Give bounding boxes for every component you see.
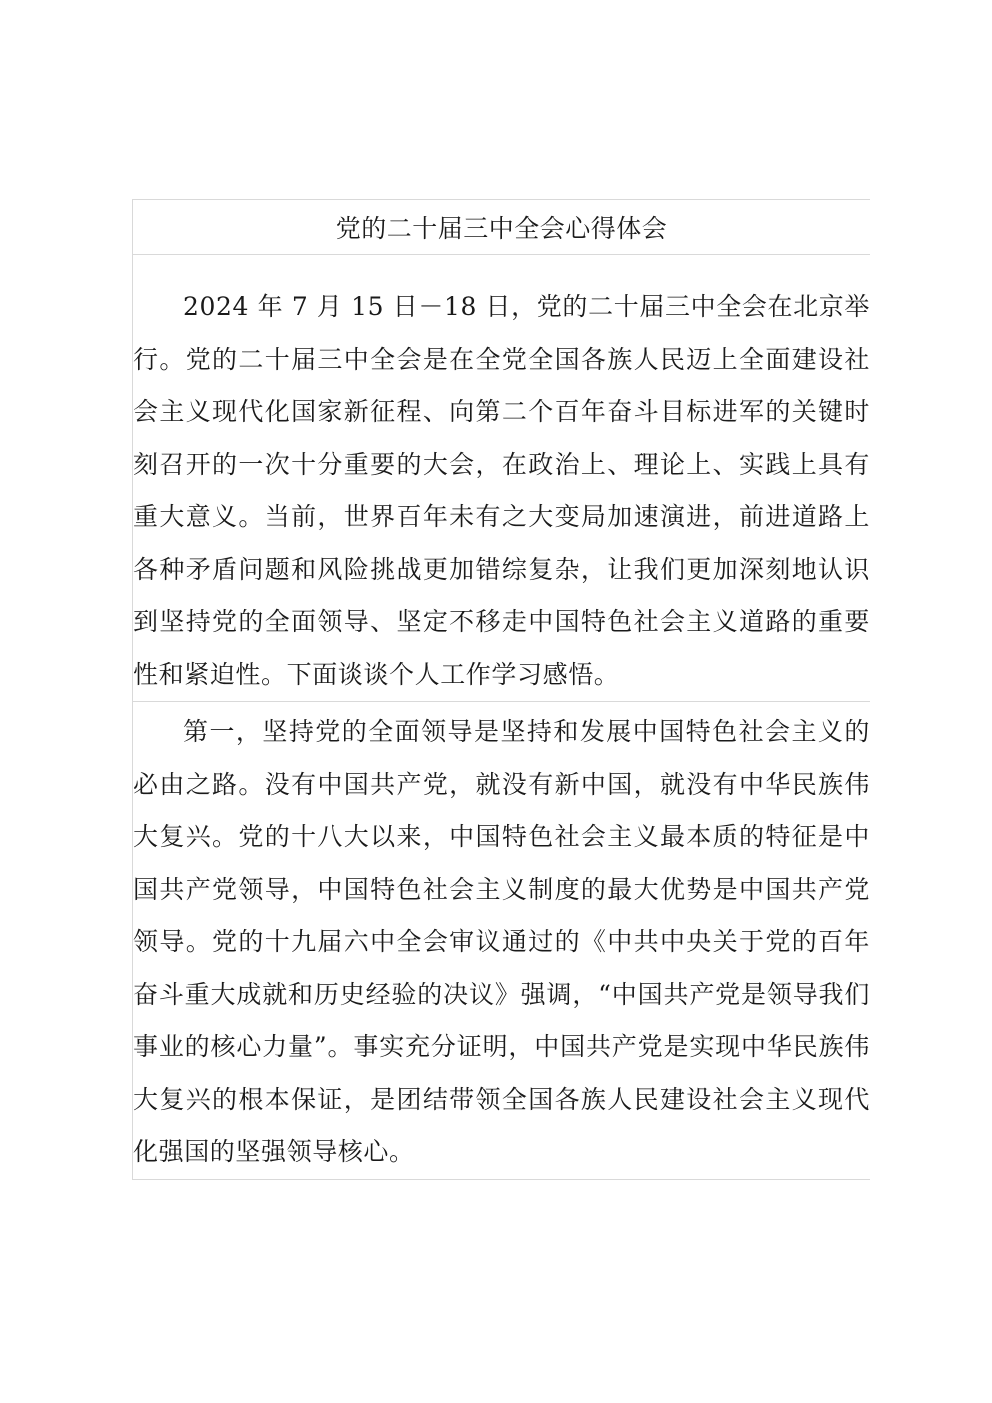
paragraph-first-point: 第一，坚持党的全面领导是坚持和发展中国特色社会主义的必由之路。没有中国共产党，就没有新中国，就没有中华民族伟大复兴。党的十八大以来，中国特色社会主义最本质的特征是中国共产党领导，中国特色社会主义制度的最大优势是中国共产党领导。党的十九届六中全会审议通过的《中共中央关于党的百年奋斗重大成就和历史经验的决议》强调，“中国共产党是领导我们事业的核心力量”。事实充分证明，中国共产党是实现中华民族伟大复兴的根本保证，是团结带领全国各族人民建设社会主义现代化强国的坚强领导核心。 [132, 701, 870, 1179]
document-title: 党的二十届三中全会心得体会 [132, 199, 870, 254]
table-bottom-border [132, 1179, 870, 1180]
document-frame [132, 199, 870, 1180]
paragraph-intro: 2024 年 7 月 15 日－18 日，党的二十届三中全会在北京举行。党的二十届三中全会是在全党全国各族人民迈上全面建设社会主义现代化国家新征程、向第二个百年奋斗目标进军的关键时刻召开的一次十分重要的大会，在政治上、理论上、实践上具有重大意义。当前，世界百年未有之大变局加速演进，前进道路上各种矛盾问题和风险挑战更加错综复杂，让我们更加深刻地认识到坚持党的全面领导、坚定不移走中国特色社会主义道路的重要性和紧迫性。下面谈谈个人工作学习感悟。 [132, 254, 870, 701]
